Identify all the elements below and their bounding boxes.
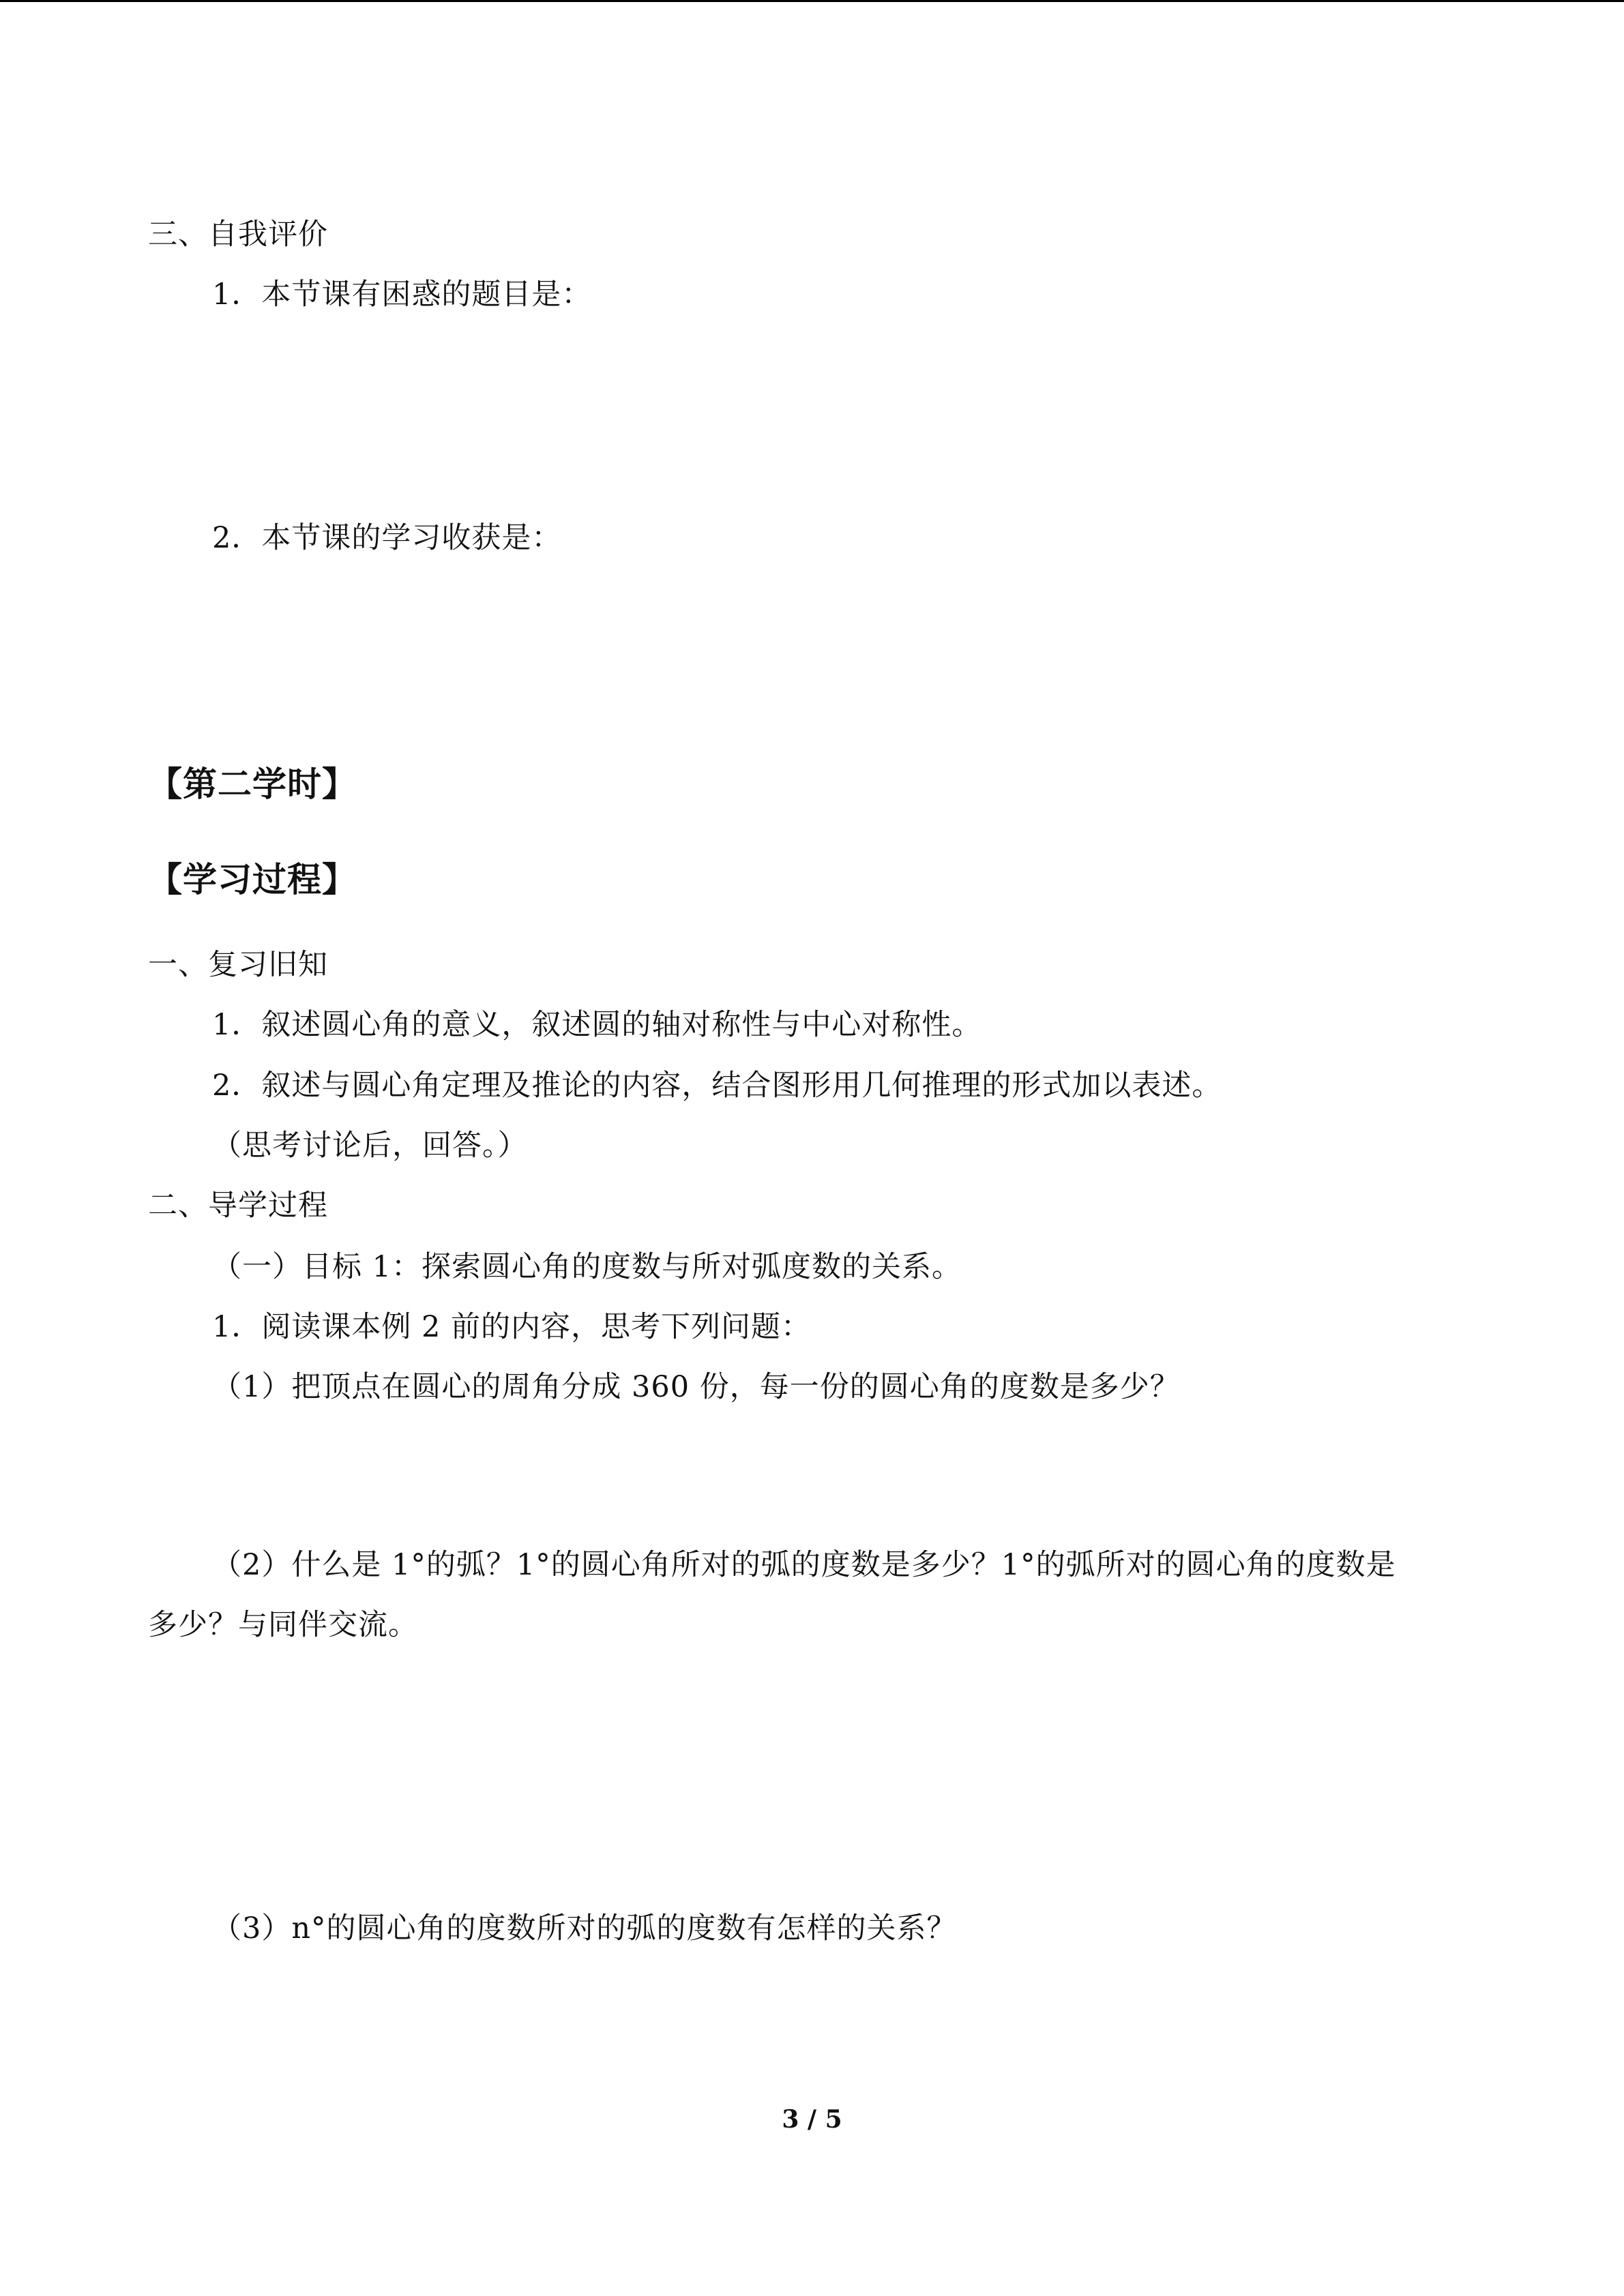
self-eval-item-2: 2．本节课的学习收获是：	[212, 521, 562, 555]
section-self-eval-title: 三、自我评价	[148, 218, 328, 252]
self-eval-item-1: 1．本节课有困惑的题目是：	[212, 278, 592, 312]
goal-1: （一）目标 1：探索圆心角的度数与所对弧度数的关系。	[212, 1250, 962, 1284]
top-border-line	[0, 0, 1624, 2]
question-2-line-1: （2）什么是 1°的弧？1°的圆心角所对的弧的度数是多少？1°的弧所对的圆心角的度数是	[212, 1548, 1396, 1582]
learning-process-heading: 【学习过程】	[148, 859, 357, 899]
review-item-1: 1．叙述圆心角的意义，叙述圆的轴对称性与中心对称性。	[212, 1008, 982, 1042]
review-item-2: 2．叙述与圆心角定理及推论的内容，结合图形用几何推理的形式加以表述。	[212, 1069, 1222, 1103]
question-3: （3）n°的圆心角的度数所对的弧的度数有怎样的关系？	[212, 1911, 957, 1945]
task-1: 1．阅读课本例 2 前的内容，思考下列问题：	[212, 1310, 812, 1344]
page-number: 3 / 5	[782, 2105, 842, 2134]
lesson2-heading: 【第二学时】	[148, 764, 357, 804]
review-title: 一、复习旧知	[148, 948, 328, 982]
question-2-line-2: 多少？与同伴交流。	[148, 1608, 418, 1642]
question-1: （1）把顶点在圆心的周角分成 360 份，每一份的圆心角的度数是多少？	[212, 1370, 1180, 1404]
guide-title: 二、导学过程	[148, 1189, 328, 1223]
review-note: （思考讨论后，回答。）	[212, 1129, 528, 1163]
